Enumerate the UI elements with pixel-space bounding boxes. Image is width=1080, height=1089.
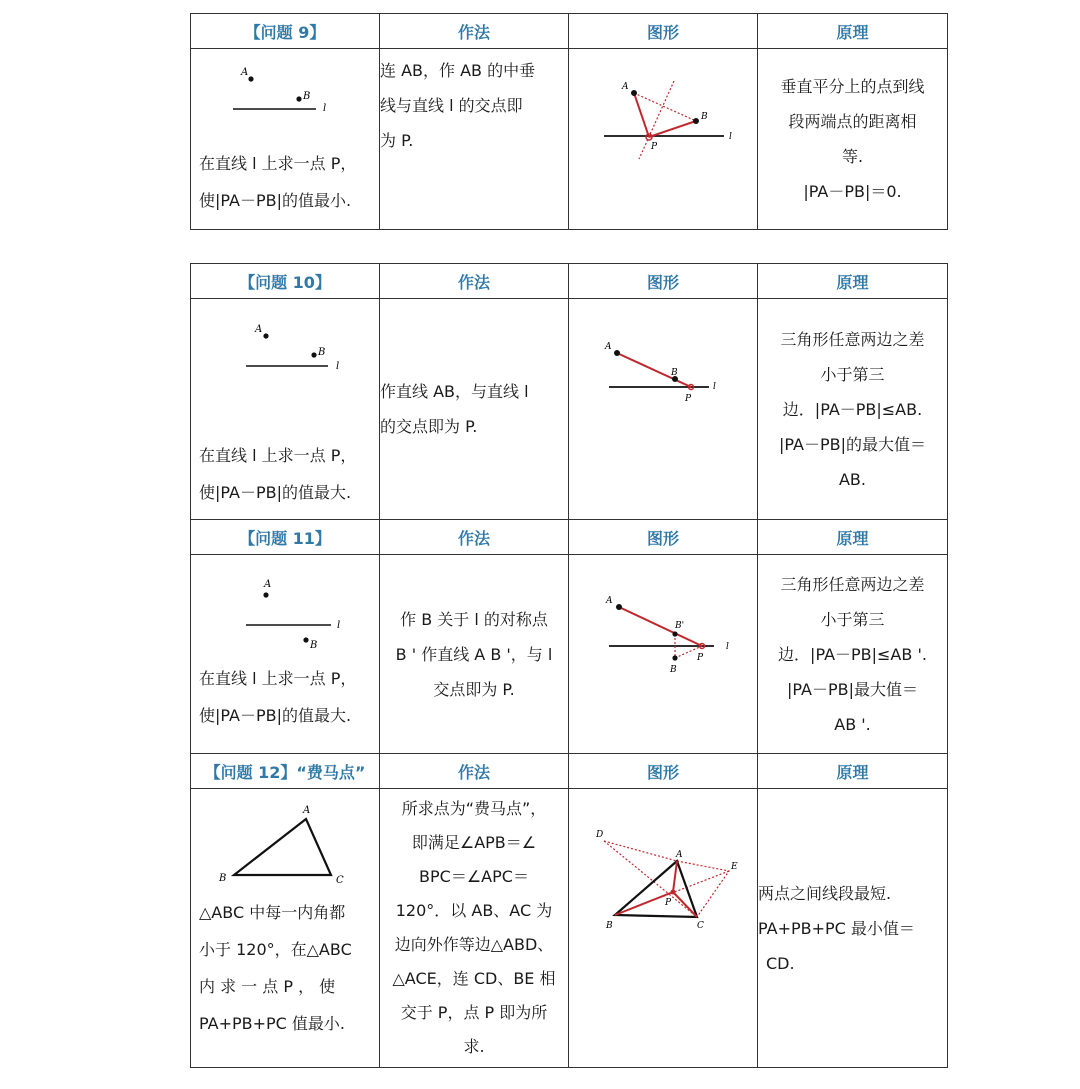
principle-line: 段两端点的距离相 [788,112,917,131]
principle-line: 小于第三 [820,609,885,629]
header-method: 作法 [380,14,569,49]
principle-cell [758,555,948,754]
label-P: P [697,653,704,663]
condition-cell [191,49,380,230]
figure-perpendicular-bisector [569,49,758,229]
label-B-prime: B' [675,621,685,631]
principle-line: 两点之间线段最短. [758,883,892,903]
label-E: E [731,862,738,872]
principle-line: 三角形任意两边之差 [780,574,925,594]
principle-line: PA+PB+PC 最小值＝ [758,918,915,938]
label-P: P [685,394,692,404]
method-line: △ACE，连 CD、BE 相 [392,969,556,988]
condition-line: 小于 120°，在△ABC [199,940,352,959]
header-principle: 原理 [758,754,948,789]
method-line: 交点即为 P. [433,679,515,699]
method-line: 的交点即为 P. [380,417,478,436]
label-l: l [337,620,341,631]
method-line: 即满足∠APB＝∠ [411,833,537,852]
header-method: 作法 [380,754,569,789]
principle-cell [758,299,948,520]
label-A: A [303,805,311,816]
method-cell [380,49,569,230]
method-cell [380,299,569,520]
principle-line: 等. [841,147,864,166]
principle-line: AB. [838,469,866,489]
label-A: A [241,67,249,78]
condition-line: 使|PA－PB|的值最大. [199,483,352,502]
label-A: A [606,596,613,606]
header-principle: 原理 [758,520,948,555]
figure-reflection-B [569,555,758,753]
header-figure: 图形 [569,14,758,49]
principle-line: 小于第三 [820,364,885,384]
method-cell [380,789,569,1068]
label-l: l [336,361,340,372]
header-problem: 【问题 11】 [191,520,380,555]
principle-cell [758,789,948,1068]
method-line: 为 P. [380,131,414,150]
figure-fermat-point [569,789,758,1067]
condition-line: 内 求 一 点 P ， 使 [199,977,336,996]
condition-line: △ABC 中每一内角都 [199,903,346,922]
table-problems-10-12 [190,263,948,1068]
label-A: A [255,324,263,335]
condition-text [199,894,352,1042]
method-line: 所求点为“费马点”， [401,799,547,818]
principle-line: 边．|PA－PB|≤AB. [782,399,923,419]
condition-line: 使|PA－PB|的值最小. [199,191,352,210]
label-C: C [336,875,344,886]
header-method: 作法 [380,264,569,299]
principle-line: CD. [766,953,795,973]
method-line: 作直线 AB，与直线 l [380,382,529,401]
label-l: l [726,642,729,652]
condition-text [199,437,356,511]
label-P: P [651,142,658,152]
condition-line: 在直线 l 上求一点 P， [199,446,357,465]
principle-line: |PA－PB|＝0. [803,182,902,201]
method-line: 交于 P，点 P 即为所 [400,1003,548,1022]
label-B: B [310,640,318,651]
method-line: BPC＝∠APC＝ [419,867,529,886]
method-line: 边向外作等边△ABD、 [394,935,554,954]
label-l: l [729,132,732,142]
condition-line: 使|PA－PB|的值最大. [199,706,352,725]
figure-cell [569,555,758,754]
condition-text [199,145,356,219]
method-line: 120°．以 AB、AC 为 [395,901,553,920]
label-B: B [219,873,227,884]
principle-line: 边．|PA－PB|≤AB '. [778,644,927,664]
label-C: C [697,921,704,931]
header-figure: 图形 [569,754,758,789]
header-method: 作法 [380,520,569,555]
label-B: B [670,665,677,675]
principle-line: 三角形任意两边之差 [780,329,925,349]
header-principle: 原理 [758,264,948,299]
figure-cell [569,49,758,230]
condition-line: PA+PB+PC 值最小. [199,1014,346,1033]
condition-cell [191,789,380,1068]
method-line: 连 AB，作 AB 的中垂 [380,61,536,80]
label-B: B [671,368,678,378]
label-B: B [606,921,613,931]
header-problem: 【问题 12】“费马点” [191,754,380,789]
condition-line: 在直线 l 上求一点 P， [199,154,357,173]
header-figure: 图形 [569,520,758,555]
condition-cell [191,299,380,520]
label-A: A [605,342,612,352]
principle-line: |PA－PB|最大值＝ [787,679,918,699]
label-l: l [323,103,327,114]
figure-line-through-AB [569,299,758,519]
condition-cell [191,555,380,754]
principle-line: AB '. [834,714,871,734]
method-line: 作 B 关于 l 的对称点 [400,609,548,629]
method-line: 线与直线 l 的交点即 [380,96,523,115]
table-problem-9 [190,13,948,230]
principle-cell [758,49,948,230]
label-B: B [701,112,708,122]
label-A: A [622,82,629,92]
header-problem: 【问题 9】 [191,14,380,49]
principle-line: |PA－PB|的最大值＝ [779,434,926,454]
label-D: D [596,830,604,840]
method-line: B ' 作直线 A B '，与 l [395,644,553,664]
principle-line: 垂直平分上的点到线 [780,77,925,96]
header-figure: 图形 [569,264,758,299]
label-A: A [264,579,272,590]
label-P: P [665,898,672,908]
condition-text [199,660,356,734]
header-principle: 原理 [758,14,948,49]
method-line: 求. [463,1037,485,1056]
label-A: A [676,850,683,860]
label-l: l [713,382,716,392]
method-cell [380,555,569,754]
header-problem: 【问题 10】 [191,264,380,299]
figure-cell [569,789,758,1068]
condition-line: 在直线 l 上求一点 P， [199,669,357,688]
figure-cell [569,299,758,520]
label-B: B [318,347,326,358]
label-B: B [303,91,311,102]
